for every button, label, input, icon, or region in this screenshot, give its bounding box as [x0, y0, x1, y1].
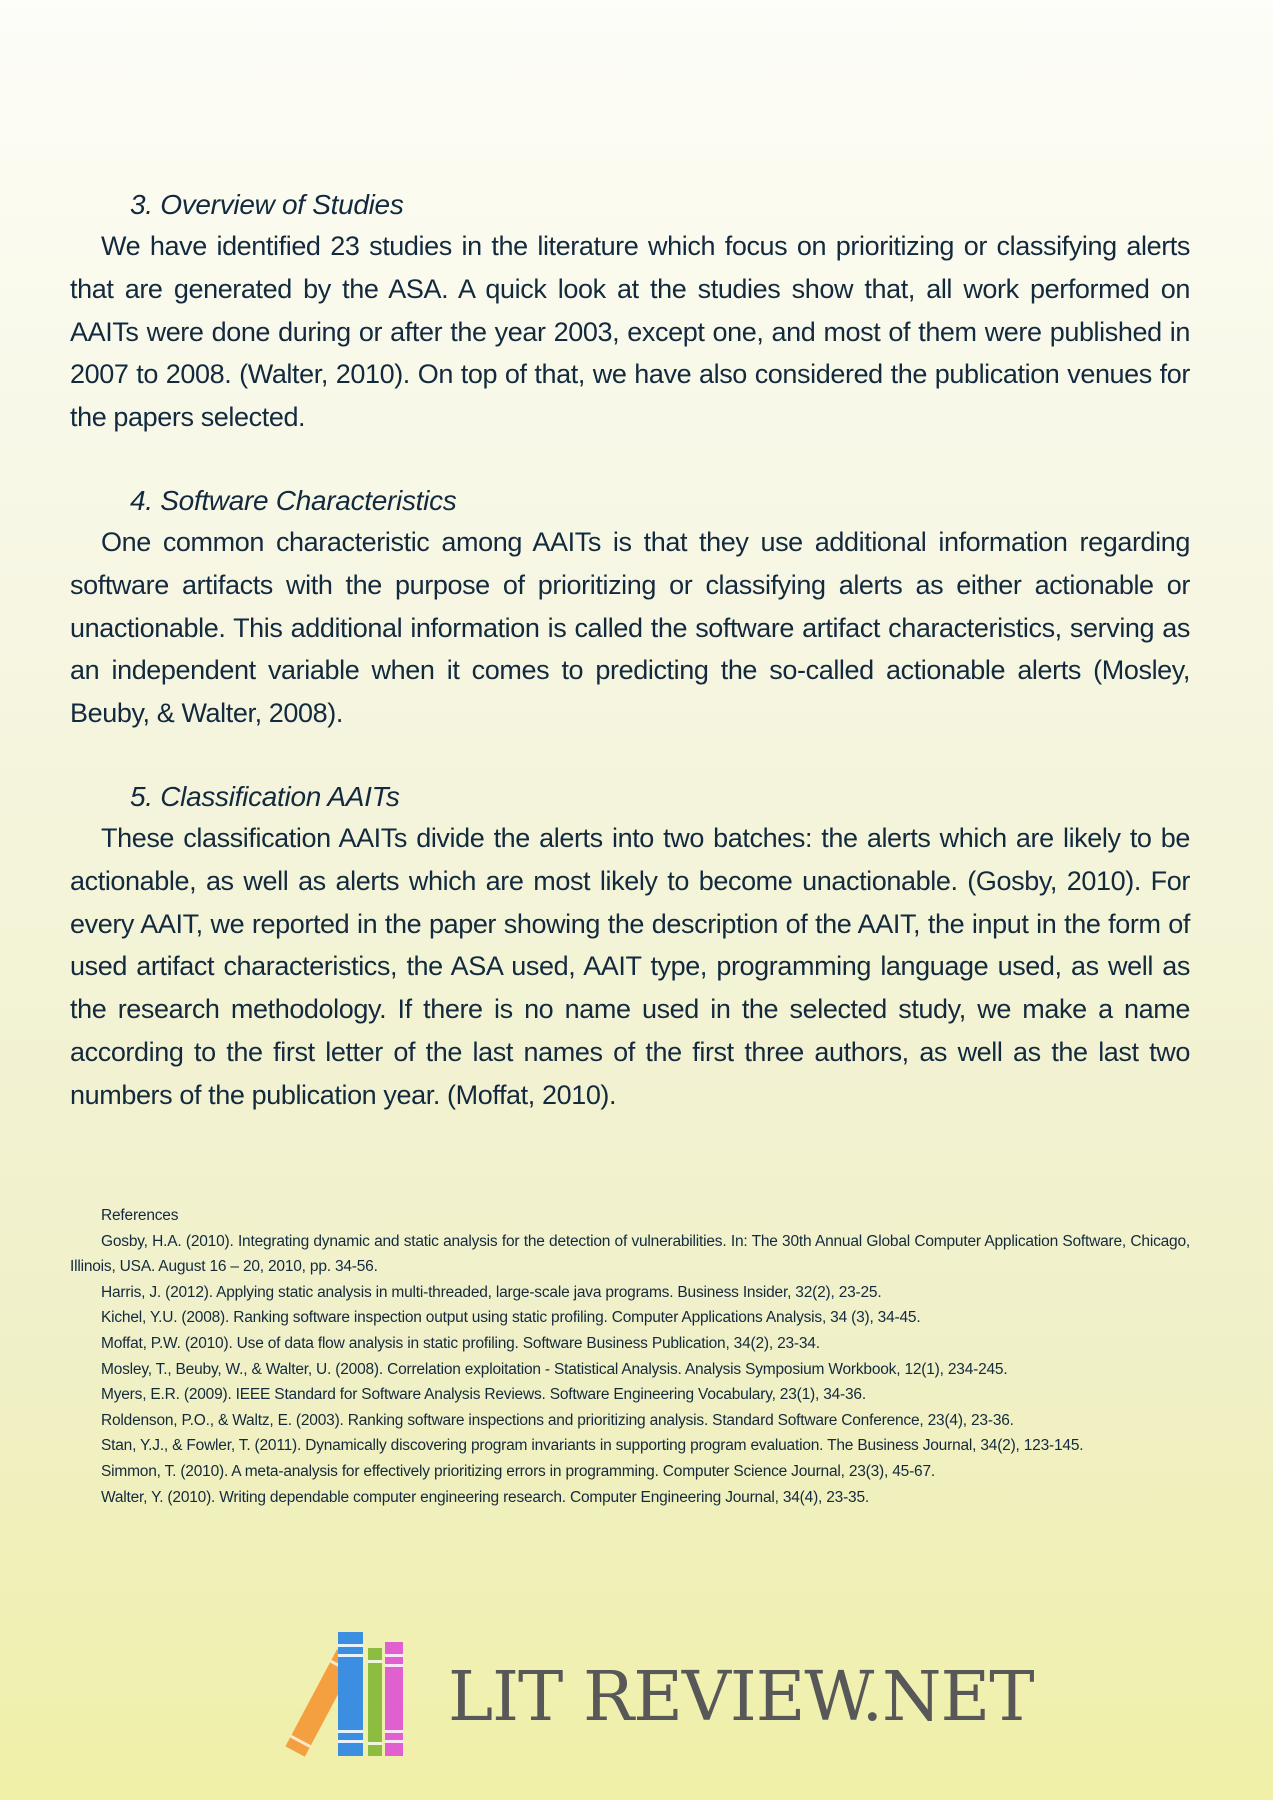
- section-paragraph: One common characteristic among AAITs is that they use additional information regarding software artifacts with the purpose of prioritizing or classifying alerts as either actionable or unactionable. This additional information is called the software artifact characteristics, serving as an independent variable when it comes to predicting the so-called actionable alerts (Mosley, Beuby, & Walter, 2008).: [70, 526, 1190, 729]
- section-paragraph: We have identified 23 studies in the literature which focus on prioritizing or classifying alerts that are generated by the ASA. A quick look at the studies show that, all work performed on AAITs were done during or after the year 2003, except one, and most of them were published in 2007 to 2008. (Walter, 2010). On top of that, we have also considered the publication venues for the papers selected.: [70, 231, 1190, 433]
- site-logo: [268, 1630, 1034, 1760]
- document-body: [70, 185, 1190, 1159]
- reference-item: Stan, Y.J., & Fowler, T. (2011). Dynamically discovering program invariants in supporting program evaluation. The Business Journal, 34(2), 123-145.: [101, 1437, 1084, 1455]
- reference-item: Gosby, H.A. (2010). Integrating dynamic and static analysis for the detection of vulnerabilities. In: The 30th Annual Global Computer Application Software, Chicago, Illinois, USA. August 16 – 20, 2010, pp. 34-56.: [70, 1232, 1190, 1276]
- section-classification: [70, 777, 1190, 1117]
- references-title: References: [101, 1207, 179, 1224]
- reference-item: Walter, Y. (2010). Writing dependable computer engineering research. Computer Engineering Journal, 34(4), 23-35.: [101, 1488, 869, 1506]
- reference-item: Mosley, T., Beuby, W., & Walter, U. (2008). Correlation exploitation - Statistical Analysis. Analysis Symposium Workbook, 12(1), 234-245.: [101, 1360, 1008, 1378]
- logo-text: LIT REVIEW.NET: [448, 1658, 1034, 1737]
- section-heading: 5. Classification AAITs: [130, 780, 400, 812]
- reference-item: Moffat, P.W. (2010). Use of data flow analysis in static profiling. Software Business Publication, 34(2), 23-34.: [101, 1334, 820, 1352]
- section-software-characteristics: [70, 481, 1190, 735]
- section-heading: 4. Software Characteristics: [130, 484, 457, 516]
- books-icon: [268, 1630, 408, 1760]
- reference-item: Roldenson, P.O., & Waltz, E. (2003). Ranking software inspections and prioritizing analysis. Standard Software Conference, 23(4), 23-36.: [101, 1411, 1014, 1429]
- section-paragraph: These classification AAITs divide the alerts into two batches: the alerts which are likely to be actionable, as well as alerts which are most likely to become unactionable. (Gosby, 2010). For every AAIT, we reported in the paper showing the description of the AAIT, the input in the form of used artifact characteristics, the ASA used, AAIT type, programming language used, as well as the research methodology. If there is no name used in the selected study, we make a name according to the first letter of the last names of the first three authors, as well as the last two numbers of the publication year. (Moffat, 2010).: [70, 822, 1190, 1110]
- reference-item: Kichel, Y.U. (2008). Ranking software inspection output using static profiling. Computer Applications Analysis, 34 (3), 34-45.: [101, 1309, 921, 1327]
- references-list: [70, 1203, 1190, 1510]
- reference-item: Harris, J. (2012). Applying static analysis in multi-threaded, large-scale java programs. Business Insider, 32(2), 23-25.: [101, 1283, 882, 1301]
- section-heading: 3. Overview of Studies: [130, 189, 404, 220]
- reference-item: Myers, E.R. (2009). IEEE Standard for Software Analysis Reviews. Software Engineering Vocabulary, 23(1), 34-36.: [101, 1386, 866, 1404]
- section-overview: [70, 185, 1190, 439]
- reference-item: Simmon, T. (2010). A meta-analysis for effectively prioritizing errors in programming. Computer Science Journal, 23(3), 45-67.: [101, 1462, 935, 1480]
